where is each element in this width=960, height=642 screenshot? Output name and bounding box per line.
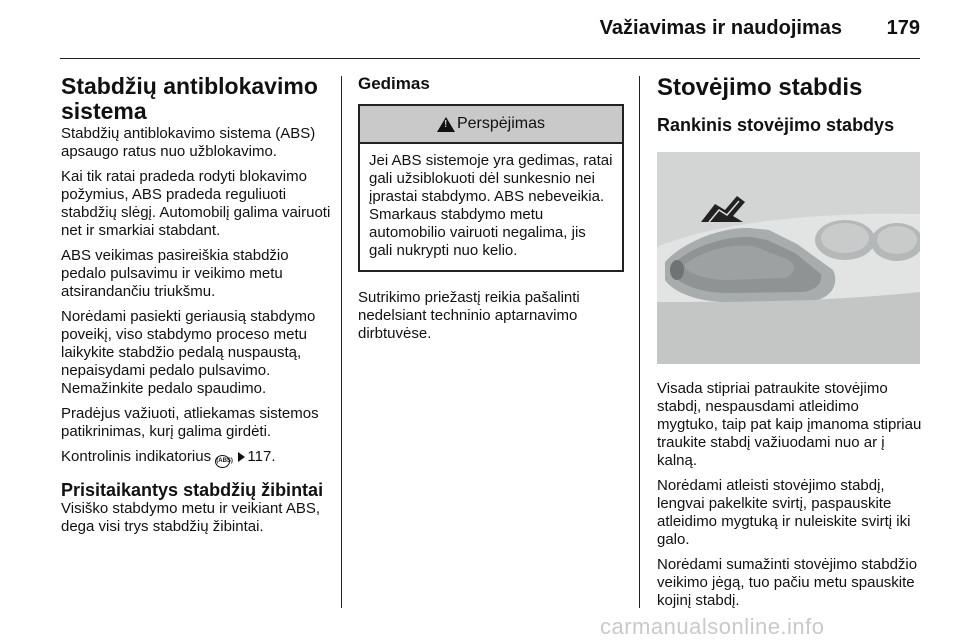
watermark: carmanualsonline.info [600,614,825,639]
section-title-parking-brake: Stovėjimo stabdis [657,74,863,101]
column-divider-1 [341,76,342,608]
column-parking-brake [657,74,922,617]
warning-triangle-icon [437,117,455,132]
abs-paragraph-2: Kai tik ratai pradeda rodyti blokavimo požymius, ABS pradeda reguliuoti stabdžių slėgį. Automobilį galima vairuoti net ir smarkiai stabdant. [61,168,331,239]
abs-paragraph-5: Pradėjus važiuoti, atliekamas sistemos patikrinimas, kurį galima girdėti. [61,405,319,440]
section-title-fault: Gedimas [358,74,430,93]
column-abs [61,74,333,543]
parking-brake-paragraph-2: Norėdami atleisti stovėjimo stabdį, lengvai pakelkite svirtį, paspauskite atleidimo mygtuką ir nuleiskite svirtį iki galo. [657,477,911,548]
parking-brake-paragraph-3: Norėdami sumažinti stovėjimo stabdžio veikimo jėgą, tuo pačiu metu spauskite kojinį stabdį. [657,556,918,609]
abs-paragraph-4: Norėdami pasiekti geriausią stabdymo poveikį, viso stabdymo proceso metu laikykite stabdžio pedalą nuspaustą, nepaisydami pedalo pulsavimo. Nemažinkite pedalo spaudimo. [61,308,316,397]
section-title-abs: Stabdžių antiblokavimo sistema [61,73,318,124]
warning-box [358,104,624,272]
parking-brake-photo [657,152,920,364]
indicator-text: Kontrolinis indikatorius [61,448,212,465]
warning-title: Perspėjimas [456,115,546,132]
warning-body: Jei ABS sistemoje yra gedimas, ratai gali užsiblokuoti dėl sunkesnio nei įprastai stabdymo. ABS nebeveikia. Smarkaus stabdymo metu automobilio vairuoti negalima, jis gali nukrypti nuo kelio. [369,152,613,259]
abs-indicator-line [61,448,333,468]
abs-warning-icon: (ABS) [215,455,230,468]
fault-paragraph: Sutrikimo priežastį reikia pašalinti nedelsiant techninio aptarnavimo dirbtuvėse. [358,289,580,342]
abs-paragraph-1: Stabdžių antiblokavimo sistema (ABS) apsaugo ratus nuo užblokavimo. [61,125,316,160]
page-reference-icon [238,452,245,462]
parking-brake-illustration [657,152,920,364]
brake-lights-paragraph: Visiško stabdymo metu ir veikiant ABS, dega visi trys stabdžių žibintai. [61,500,320,535]
parking-brake-paragraph-1: Visada stipriai patraukite stovėjimo stabdį, nespausdami atleidimo mygtuko, taip pat kaip įmanoma stipriau traukite stabdį važiuodami nuo ar į kalną. [657,380,922,469]
column-fault [358,74,630,350]
abs-paragraph-3: ABS veikimas pasireiškia stabdžio pedalo pulsavimu ir veikimo metu atsirandančiu triukšmu. [61,247,289,300]
indicator-page-ref[interactable]: 117. [247,448,276,465]
header-divider [60,58,920,59]
subsection-title-brake-lights: Prisitaikantys stabdžių žibintai [61,480,324,500]
page-number: 179 [886,17,920,39]
warning-header [360,106,622,144]
column-divider-2 [639,76,640,608]
subsection-title-hand-brake: Rankinis stovėjimo stabdys [657,115,895,135]
page-header [0,0,960,60]
header-title: Važiavimas ir naudojimas [599,17,842,39]
